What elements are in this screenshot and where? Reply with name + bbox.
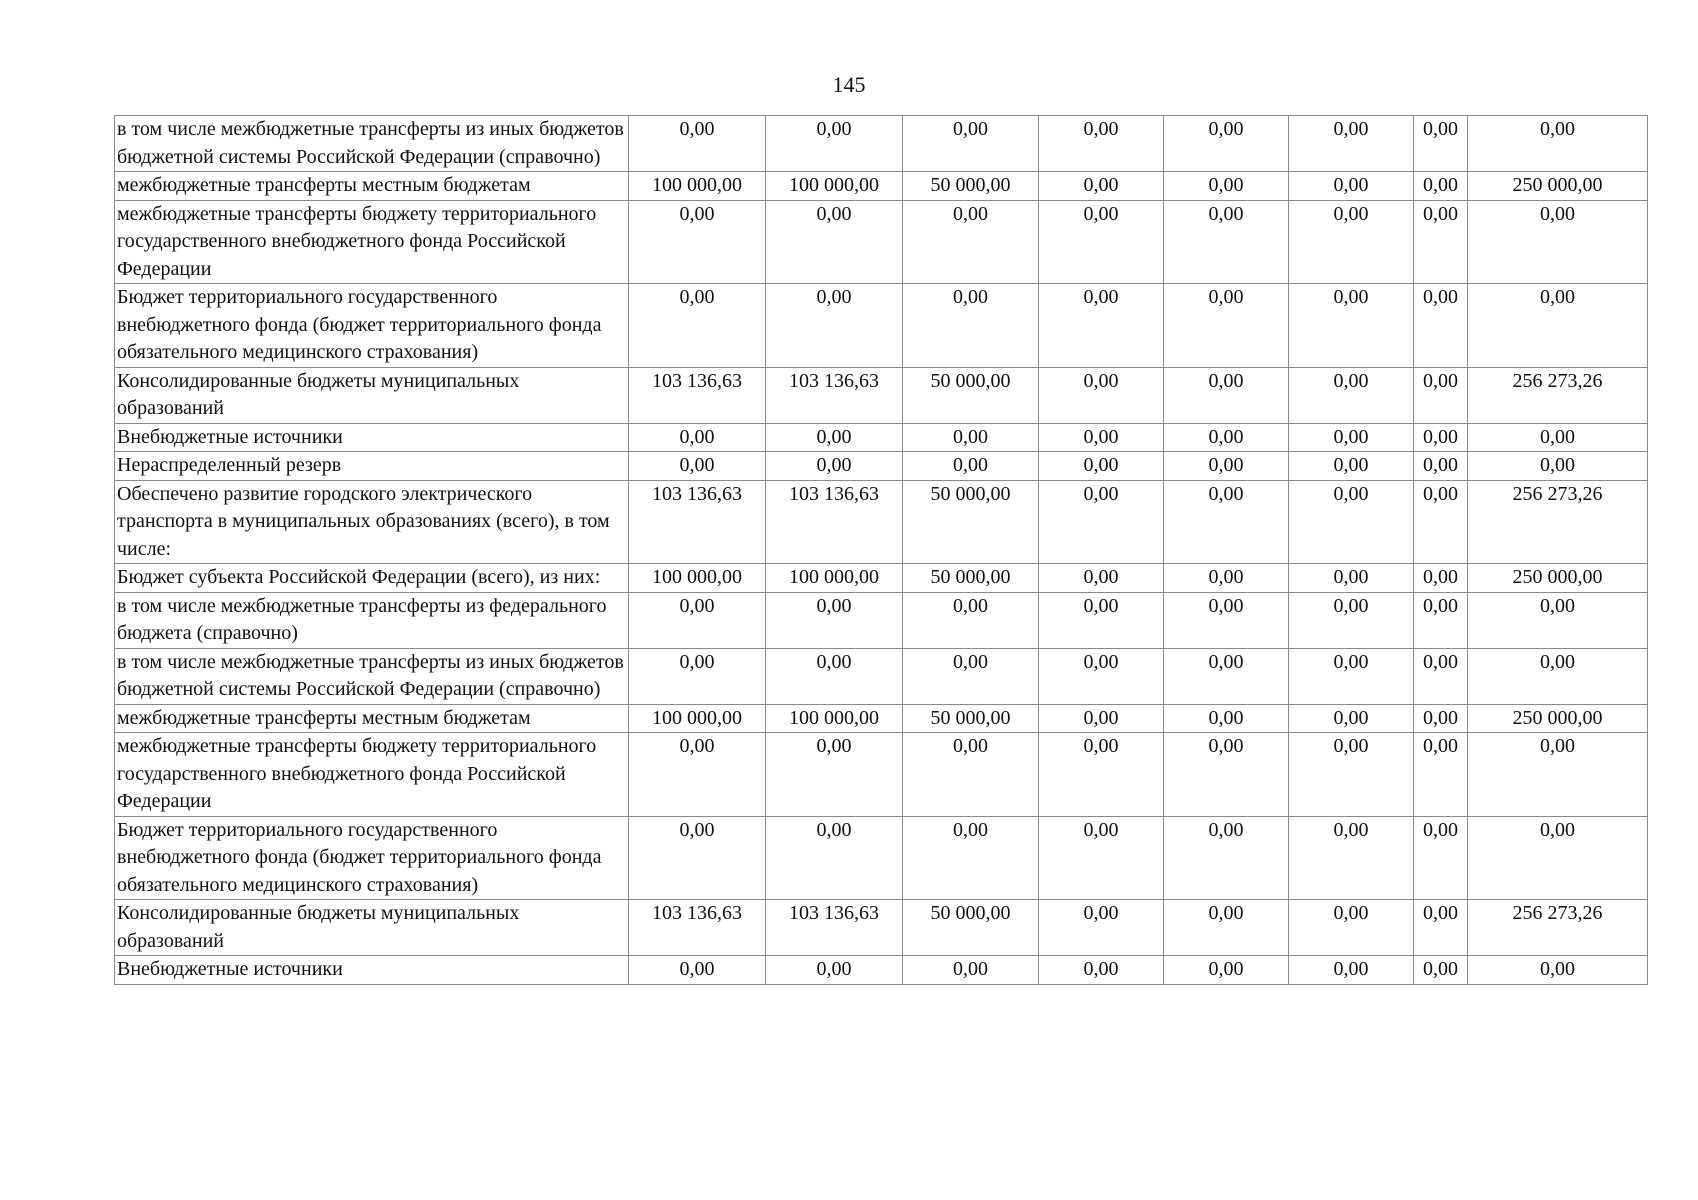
value-cell: 0,00	[1468, 452, 1648, 481]
table-row	[115, 284, 1648, 368]
value-cell: 50 000,00	[903, 900, 1039, 956]
value-cell: 0,00	[1164, 816, 1289, 900]
table-row	[115, 116, 1648, 172]
value-cell: 0,00	[1468, 592, 1648, 648]
value-cell: 0,00	[1289, 704, 1414, 733]
value-cell: 0,00	[1289, 564, 1414, 593]
value-cell: 250 000,00	[1468, 172, 1648, 201]
value-cell: 0,00	[1164, 116, 1289, 172]
row-label: в том числе межбюджетные трансферты из иных бюджетов бюджетной системы Российской Федерации (справочно)	[115, 116, 629, 172]
value-cell: 0,00	[1289, 480, 1414, 564]
value-cell: 50 000,00	[903, 704, 1039, 733]
value-cell: 100 000,00	[629, 564, 766, 593]
value-cell: 50 000,00	[903, 367, 1039, 423]
value-cell: 0,00	[1289, 592, 1414, 648]
value-cell: 0,00	[1414, 284, 1468, 368]
value-cell: 0,00	[766, 648, 903, 704]
value-cell: 50 000,00	[903, 480, 1039, 564]
value-cell: 0,00	[766, 816, 903, 900]
table-row	[115, 956, 1648, 985]
value-cell: 0,00	[1289, 816, 1414, 900]
value-cell: 0,00	[1164, 452, 1289, 481]
value-cell: 0,00	[903, 452, 1039, 481]
value-cell: 0,00	[1039, 172, 1164, 201]
value-cell: 0,00	[1289, 452, 1414, 481]
value-cell: 103 136,63	[629, 367, 766, 423]
value-cell: 0,00	[1414, 564, 1468, 593]
value-cell: 0,00	[1164, 423, 1289, 452]
value-cell: 256 273,26	[1468, 367, 1648, 423]
value-cell: 0,00	[629, 733, 766, 817]
value-cell: 0,00	[1414, 200, 1468, 284]
value-cell: 0,00	[1164, 367, 1289, 423]
value-cell: 103 136,63	[766, 367, 903, 423]
value-cell: 0,00	[629, 648, 766, 704]
row-label: Нераспределенный резерв	[115, 452, 629, 481]
row-label: межбюджетные трансферты бюджету территориального государственного внебюджетного фонда Российской Федерации	[115, 733, 629, 817]
value-cell: 0,00	[1164, 704, 1289, 733]
table-row	[115, 423, 1648, 452]
value-cell: 100 000,00	[629, 704, 766, 733]
row-label: Внебюджетные источники	[115, 423, 629, 452]
value-cell: 0,00	[1164, 648, 1289, 704]
value-cell: 0,00	[903, 116, 1039, 172]
value-cell: 0,00	[1468, 423, 1648, 452]
value-cell: 0,00	[1414, 900, 1468, 956]
table-row	[115, 172, 1648, 201]
value-cell: 0,00	[629, 816, 766, 900]
value-cell: 0,00	[1039, 200, 1164, 284]
value-cell: 0,00	[1039, 116, 1164, 172]
table-row	[115, 704, 1648, 733]
row-label: в том числе межбюджетные трансферты из иных бюджетов бюджетной системы Российской Федерации (справочно)	[115, 648, 629, 704]
value-cell: 0,00	[903, 200, 1039, 284]
budget-table-body	[115, 116, 1648, 985]
value-cell: 0,00	[629, 200, 766, 284]
table-row	[115, 200, 1648, 284]
value-cell: 103 136,63	[629, 900, 766, 956]
value-cell: 0,00	[1289, 956, 1414, 985]
value-cell: 0,00	[1414, 733, 1468, 817]
value-cell: 0,00	[1289, 733, 1414, 817]
value-cell: 256 273,26	[1468, 900, 1648, 956]
value-cell: 0,00	[1039, 733, 1164, 817]
table-row	[115, 480, 1648, 564]
value-cell: 100 000,00	[629, 172, 766, 201]
value-cell: 0,00	[1164, 480, 1289, 564]
row-label: Консолидированные бюджеты муниципальных образований	[115, 367, 629, 423]
value-cell: 0,00	[1039, 900, 1164, 956]
value-cell: 256 273,26	[1468, 480, 1648, 564]
value-cell: 100 000,00	[766, 172, 903, 201]
value-cell: 0,00	[629, 116, 766, 172]
value-cell: 0,00	[1039, 367, 1164, 423]
value-cell: 0,00	[1164, 956, 1289, 985]
value-cell: 100 000,00	[766, 704, 903, 733]
value-cell: 0,00	[1039, 648, 1164, 704]
value-cell: 0,00	[1468, 200, 1648, 284]
value-cell: 100 000,00	[766, 564, 903, 593]
value-cell: 0,00	[1289, 172, 1414, 201]
value-cell: 250 000,00	[1468, 564, 1648, 593]
value-cell: 0,00	[1414, 423, 1468, 452]
row-label: в том числе межбюджетные трансферты из федерального бюджета (справочно)	[115, 592, 629, 648]
value-cell: 0,00	[766, 116, 903, 172]
row-label: Бюджет территориального государственного внебюджетного фонда (бюджет территориального фонда обязательного медицинского страхования)	[115, 284, 629, 368]
value-cell: 0,00	[1468, 816, 1648, 900]
value-cell: 0,00	[766, 423, 903, 452]
value-cell: 0,00	[1414, 816, 1468, 900]
table-row	[115, 648, 1648, 704]
value-cell: 0,00	[1039, 452, 1164, 481]
value-cell: 0,00	[1414, 648, 1468, 704]
value-cell: 0,00	[1414, 956, 1468, 985]
value-cell: 103 136,63	[766, 900, 903, 956]
value-cell: 0,00	[1414, 592, 1468, 648]
value-cell: 0,00	[1164, 200, 1289, 284]
value-cell: 0,00	[1164, 284, 1289, 368]
value-cell: 103 136,63	[629, 480, 766, 564]
value-cell: 0,00	[1289, 900, 1414, 956]
value-cell: 0,00	[1289, 648, 1414, 704]
value-cell: 50 000,00	[903, 172, 1039, 201]
value-cell: 0,00	[1039, 423, 1164, 452]
value-cell: 0,00	[903, 284, 1039, 368]
value-cell: 0,00	[1289, 200, 1414, 284]
value-cell: 0,00	[903, 816, 1039, 900]
value-cell: 0,00	[903, 423, 1039, 452]
value-cell: 0,00	[629, 956, 766, 985]
row-label: межбюджетные трансферты местным бюджетам	[115, 704, 629, 733]
value-cell: 0,00	[1414, 480, 1468, 564]
table-row	[115, 900, 1648, 956]
value-cell: 0,00	[1039, 592, 1164, 648]
value-cell: 0,00	[903, 648, 1039, 704]
value-cell: 0,00	[1414, 704, 1468, 733]
table-row	[115, 564, 1648, 593]
value-cell: 0,00	[766, 956, 903, 985]
table-row	[115, 367, 1648, 423]
row-label: Внебюджетные источники	[115, 956, 629, 985]
value-cell: 0,00	[903, 956, 1039, 985]
row-label: Обеспечено развитие городского электрического транспорта в муниципальных образованиях (всего), в том числе:	[115, 480, 629, 564]
value-cell: 0,00	[766, 200, 903, 284]
value-cell: 0,00	[629, 284, 766, 368]
value-cell: 103 136,63	[766, 480, 903, 564]
value-cell: 0,00	[1414, 116, 1468, 172]
value-cell: 0,00	[903, 733, 1039, 817]
row-label: межбюджетные трансферты местным бюджетам	[115, 172, 629, 201]
value-cell: 0,00	[766, 284, 903, 368]
budget-table	[114, 115, 1648, 985]
value-cell: 0,00	[629, 452, 766, 481]
value-cell: 0,00	[1414, 367, 1468, 423]
row-label: Бюджет субъекта Российской Федерации (всего), из них:	[115, 564, 629, 593]
value-cell: 0,00	[1289, 116, 1414, 172]
value-cell: 0,00	[1468, 956, 1648, 985]
value-cell: 0,00	[766, 452, 903, 481]
value-cell: 0,00	[1289, 284, 1414, 368]
value-cell: 0,00	[1164, 564, 1289, 593]
table-row	[115, 733, 1648, 817]
row-label: межбюджетные трансферты бюджету территориального государственного внебюджетного фонда Российской Федерации	[115, 200, 629, 284]
value-cell: 0,00	[1289, 367, 1414, 423]
value-cell: 250 000,00	[1468, 704, 1648, 733]
value-cell: 0,00	[903, 592, 1039, 648]
row-label: Бюджет территориального государственного внебюджетного фонда (бюджет территориального фонда обязательного медицинского страхования)	[115, 816, 629, 900]
row-label: Консолидированные бюджеты муниципальных образований	[115, 900, 629, 956]
value-cell: 0,00	[1164, 592, 1289, 648]
value-cell: 0,00	[1468, 733, 1648, 817]
table-row	[115, 816, 1648, 900]
value-cell: 0,00	[1039, 564, 1164, 593]
value-cell: 0,00	[1039, 816, 1164, 900]
table-row	[115, 592, 1648, 648]
value-cell: 0,00	[1289, 423, 1414, 452]
value-cell: 0,00	[1164, 900, 1289, 956]
value-cell: 0,00	[1164, 733, 1289, 817]
value-cell: 0,00	[1164, 172, 1289, 201]
value-cell: 50 000,00	[903, 564, 1039, 593]
value-cell: 0,00	[1039, 956, 1164, 985]
value-cell: 0,00	[1039, 284, 1164, 368]
value-cell: 0,00	[1414, 172, 1468, 201]
value-cell: 0,00	[766, 733, 903, 817]
value-cell: 0,00	[766, 592, 903, 648]
value-cell: 0,00	[1039, 480, 1164, 564]
value-cell: 0,00	[1414, 452, 1468, 481]
page-number: 145	[832, 72, 866, 97]
value-cell: 0,00	[1468, 116, 1648, 172]
value-cell: 0,00	[629, 592, 766, 648]
value-cell: 0,00	[629, 423, 766, 452]
value-cell: 0,00	[1468, 648, 1648, 704]
value-cell: 0,00	[1039, 704, 1164, 733]
value-cell: 0,00	[1468, 284, 1648, 368]
table-row	[115, 452, 1648, 481]
